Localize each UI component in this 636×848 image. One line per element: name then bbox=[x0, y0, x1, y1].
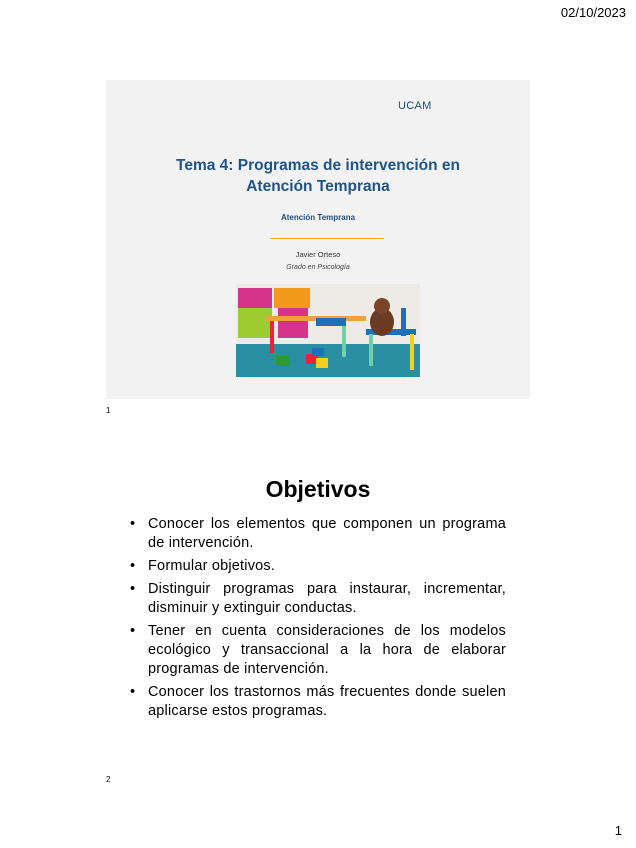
slide-1 bbox=[106, 80, 530, 399]
slide-subtitle: Atención Temprana bbox=[280, 213, 356, 222]
divider bbox=[270, 238, 384, 239]
page-number: 1 bbox=[614, 823, 622, 838]
ucam-logo: UCAM bbox=[398, 100, 432, 112]
title-line-2: Atención Temprana bbox=[246, 178, 390, 195]
objectives-list bbox=[128, 515, 506, 725]
list-item: • Tener en cuenta consideraciones de los modelos ecológico y transaccional a la hora de elaborar programas de intervención. bbox=[128, 622, 506, 679]
title-line-1: Tema 4: Programas de intervención en bbox=[176, 157, 460, 174]
list-item: • Formular objetivos. bbox=[128, 557, 506, 576]
classroom-photo bbox=[236, 284, 420, 377]
slide-title bbox=[106, 155, 530, 197]
list-item: • Conocer los trastornos más frecuentes donde suelen aplicarse estos programas. bbox=[128, 683, 506, 721]
list-item: • Conocer los elementos que componen un programa de intervención. bbox=[128, 515, 506, 553]
author: Javier Orteso bbox=[295, 250, 341, 259]
slide-number-1: 1 bbox=[106, 406, 111, 415]
list-item: • Distinguir programas para instaurar, incrementar, disminuir y extinguir conductas. bbox=[128, 580, 506, 618]
slide-number-2: 2 bbox=[106, 775, 111, 784]
date: 02/10/2023 bbox=[560, 5, 626, 20]
slide-2-title: Objetivos bbox=[265, 476, 371, 502]
degree: Grado en Psicología bbox=[286, 264, 350, 271]
